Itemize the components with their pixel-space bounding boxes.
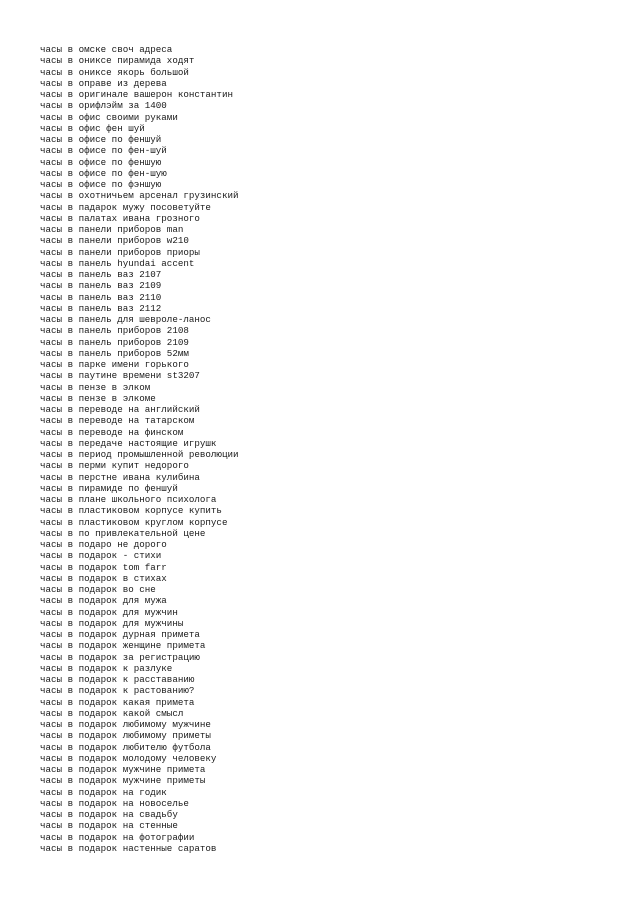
- text-line: часы в пензе в элком: [40, 381, 151, 393]
- text-line: часы в подарок мужчине приметы: [40, 775, 206, 787]
- text-line: часы в подарок для мужчины: [40, 617, 184, 629]
- text-line: часы в подарок за регистрацию: [40, 651, 200, 663]
- text-line: часы в ониксе пирамида ходят: [40, 55, 195, 67]
- text-line: часы в плане школьного психолога: [40, 494, 217, 505]
- text-line: часы в подарок tom farr: [40, 561, 167, 573]
- text-line: часы в омске своч адреса: [40, 44, 173, 55]
- text-line: часы в перстне ивана кулибина: [40, 471, 200, 483]
- text-line: часы в офисе по феншую: [40, 156, 162, 168]
- text-line: часы в подарок мужчине примета: [40, 764, 206, 775]
- text-line: часы в подарок какой смысл: [40, 707, 184, 719]
- text-line: часы в пластиковом корпусе купить: [40, 505, 222, 517]
- text-line: часы в панель для шевроле-ланос: [40, 314, 211, 325]
- text-line: часы в передаче настоящие игрушк: [40, 437, 217, 449]
- text-line: часы в подарок к расставанию: [40, 674, 195, 685]
- text-line: часы в панель приборов 2108: [40, 325, 189, 337]
- text-line: часы в подарок для мужчин: [40, 606, 178, 618]
- text-line: часы в офис своими руками: [40, 111, 178, 123]
- text-line: часы в орифлэйм за 1400: [40, 100, 167, 112]
- text-line: часы в панель ваз 2110: [40, 291, 162, 303]
- text-line: часы в подарок любителю футбола: [40, 741, 211, 753]
- text-line: часы в переводе на финском: [40, 426, 184, 438]
- text-line: часы в подарок к разлуке: [40, 662, 173, 674]
- text-line: часы в подарок любимому мужчине: [40, 719, 211, 730]
- text-line: часы в офисе по фен-шую: [40, 167, 167, 179]
- text-line: часы в переводе на английский: [40, 404, 200, 415]
- text-line: часы в панели приборов приоры: [40, 246, 200, 258]
- text-line: часы в паутине времени st3207: [40, 370, 200, 382]
- text-line: часы в подарок на стенные: [40, 820, 178, 832]
- text-line: часы в офисе по фэншую: [40, 179, 162, 190]
- text-line: часы в подарок на годик: [40, 786, 167, 798]
- text-line: часы в охотничьем арсенал грузинский: [40, 190, 239, 202]
- text-line: часы в офисе по феншуй: [40, 134, 162, 145]
- text-line: часы в подарок во сне: [40, 584, 156, 595]
- text-line: часы в панель приборов 2109: [40, 336, 189, 348]
- text-line: часы в подарок любимому приметы: [40, 730, 211, 742]
- text-line: часы в офис фен шуй: [40, 122, 145, 134]
- text-line: часы в подарок на фотографии: [40, 831, 195, 843]
- text-line: часы в подарок дурная примета: [40, 629, 200, 640]
- text-line: часы в подаро не дорого: [40, 539, 167, 550]
- text-line: часы в панели приборов w210: [40, 235, 189, 247]
- text-line: часы в период промышленной революции: [40, 449, 239, 460]
- text-line: часы в пирамиде по феншуй: [40, 482, 178, 494]
- text-line: часы в палатах ивана грозного: [40, 212, 200, 224]
- text-line: часы в панель hyundai accent: [40, 257, 195, 269]
- text-line: часы в оригинале вашерон константин: [40, 89, 233, 100]
- text-line: часы в подарок в стихах: [40, 572, 167, 584]
- text-line: часы в подарок молодому человеку: [40, 752, 217, 764]
- text-line: часы в офисе по фен-шуй: [40, 145, 167, 157]
- text-line: часы в пензе в элкоме: [40, 392, 156, 404]
- text-line: часы в ониксе якорь большой: [40, 66, 189, 78]
- text-line: часы в перми купит недорого: [40, 460, 189, 472]
- text-line: часы в парке имени горького: [40, 359, 189, 370]
- text-line: часы в подарок к растованию?: [40, 685, 195, 697]
- text-line: часы в панель ваз 2107: [40, 269, 162, 280]
- text-line: часы в панель ваз 2109: [40, 280, 162, 292]
- text-line: часы в подарок на свадьбу: [40, 809, 178, 820]
- text-line: часы в подарок женщине примета: [40, 640, 206, 652]
- text-line: часы в панели приборов man: [40, 224, 184, 235]
- text-line: часы в панель приборов 52мм: [40, 347, 189, 359]
- text-line: часы в пластиковом круглом корпусе: [40, 516, 228, 528]
- text-line: часы в подарок настенные саратов: [40, 842, 217, 854]
- text-line: часы в подарок на новоселье: [40, 797, 189, 809]
- text-line: часы в падарок мужу посоветуйте: [40, 201, 211, 213]
- text-line: часы в по привлекательной цене: [40, 527, 206, 539]
- text-line: часы в панель ваз 2112: [40, 302, 162, 314]
- text-line: часы в подарок - стихи: [40, 550, 162, 562]
- text-line: часы в переводе на татарском: [40, 415, 195, 427]
- text-line: часы в подарок какая примета: [40, 696, 195, 708]
- text-line: часы в подарок для мужа: [40, 595, 167, 607]
- text-line: часы в оправе из дерева: [40, 77, 167, 89]
- text-line-list: [40, 44, 238, 854]
